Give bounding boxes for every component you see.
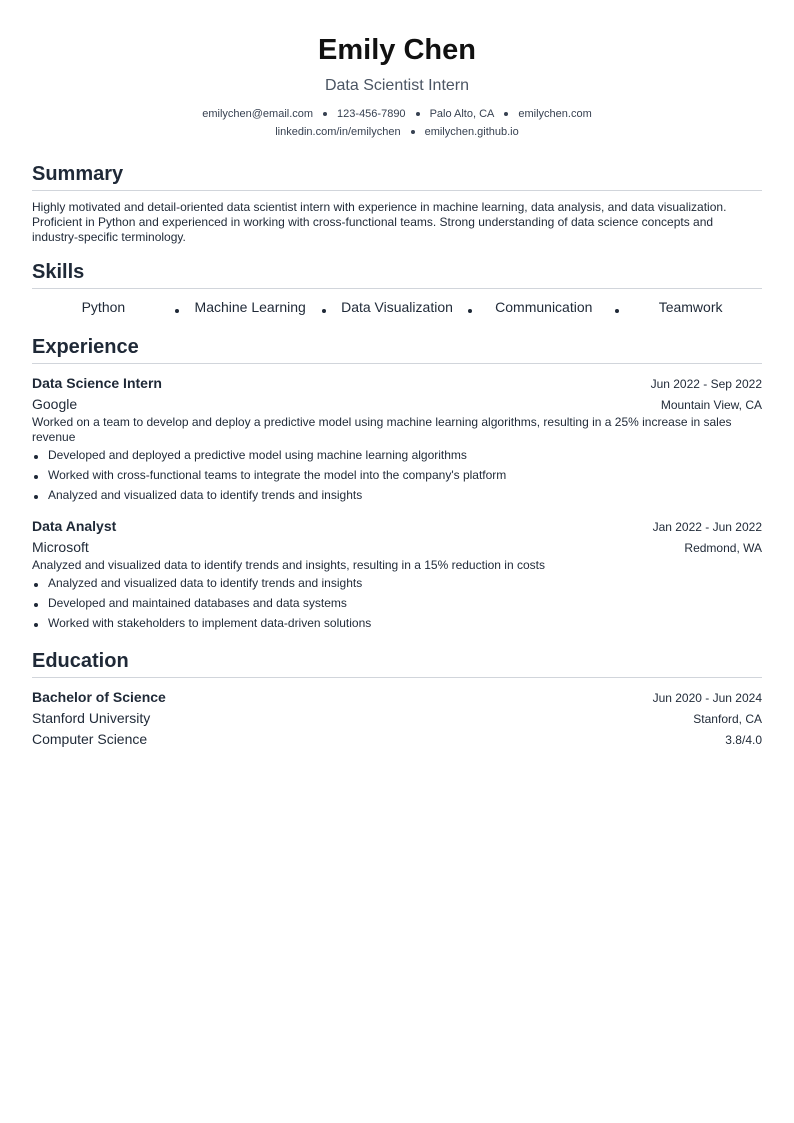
- entry-header-row: [32, 688, 762, 706]
- job-role: Data Analyst: [32, 518, 117, 534]
- contact-row-1: [32, 106, 762, 122]
- bullet-item: [32, 596, 762, 611]
- major: Computer Science: [32, 731, 148, 747]
- experience-section: [32, 335, 762, 631]
- experience-heading: Experience: [32, 335, 762, 364]
- education-entry: [32, 688, 762, 748]
- education-section: [32, 649, 762, 748]
- entry-major-row: [32, 727, 762, 748]
- job-dates: Jan 2022 - Jun 2022: [652, 520, 762, 534]
- candidate-title: Data Scientist Intern: [324, 77, 470, 94]
- bullet-item: [32, 616, 762, 631]
- school-location: Stanford, CA: [693, 712, 762, 726]
- education-dates: Jun 2020 - Jun 2024: [652, 691, 762, 705]
- contact-row-2: [32, 124, 762, 140]
- experience-entry: [32, 517, 762, 631]
- entry-org-row: [32, 535, 762, 556]
- school-name: Stanford University: [32, 710, 151, 726]
- bullet-text: Developed and maintained databases and data systems: [48, 596, 347, 610]
- job-role: Data Science Intern: [32, 375, 162, 391]
- entry-org-row: [32, 706, 762, 727]
- bullet-item: [32, 448, 762, 463]
- job-dates: Jun 2022 - Sep 2022: [650, 377, 762, 391]
- bullet-dot: [34, 495, 38, 499]
- skill-item: Python: [81, 299, 126, 315]
- skill-item: Machine Learning: [194, 299, 306, 315]
- entry-header-row: [32, 374, 762, 392]
- skill-item: Data Visualization: [341, 299, 453, 315]
- summary-heading: Summary: [32, 162, 762, 191]
- job-location: Redmond, WA: [684, 541, 762, 555]
- resume-page: [32, 0, 762, 748]
- contact-phone[interactable]: 123-456-7890: [337, 108, 406, 120]
- experience-entry: [32, 374, 762, 503]
- bullet-dot: [34, 475, 38, 479]
- skills-heading: Skills: [32, 260, 762, 289]
- job-description: Analyzed and visualized data to identify trends and insights, resulting in a 15% reduction in costs: [32, 558, 545, 572]
- bullet-dot: [34, 583, 38, 587]
- gpa: 3.8/4.0: [725, 733, 762, 747]
- contact-website[interactable]: emilychen.com: [518, 108, 592, 120]
- bullet-text: Worked with cross-functional teams to integrate the model into the company's platform: [48, 468, 507, 482]
- entry-header-row: [32, 517, 762, 535]
- bullet-item: [32, 576, 762, 591]
- job-bullets: [32, 448, 762, 503]
- job-description: Worked on a team to develop and deploy a predictive model using machine learning algorithms, resulting in a 25% increase in sales revenue: [32, 415, 732, 444]
- resume-header: [32, 33, 762, 140]
- entry-org-row: [32, 392, 762, 413]
- contact-linkedin[interactable]: linkedin.com/in/emilychen: [275, 126, 401, 138]
- bullet-text: Worked with stakeholders to implement data-driven solutions: [48, 616, 372, 630]
- candidate-name: Emily Chen: [318, 34, 476, 66]
- job-company: Google: [32, 396, 78, 412]
- contact-github[interactable]: emilychen.github.io: [424, 126, 519, 138]
- skills-list: [32, 297, 762, 317]
- skills-section: [32, 260, 762, 317]
- skill-item: Communication: [495, 299, 593, 315]
- separator-dot: [411, 130, 415, 134]
- bullet-text: Analyzed and visualized data to identify trends and insights: [48, 576, 363, 590]
- separator-dot: [416, 112, 420, 116]
- education-heading: Education: [32, 649, 762, 678]
- separator-dot: [323, 112, 327, 116]
- bullet-dot: [34, 603, 38, 607]
- separator-dot: [504, 112, 508, 116]
- contact-location: Palo Alto, CA: [429, 108, 495, 120]
- bullet-text: Analyzed and visualized data to identify trends and insights: [48, 488, 363, 502]
- job-company: Microsoft: [32, 539, 89, 555]
- summary-section: [32, 162, 762, 245]
- contact-email[interactable]: emilychen@email.com: [202, 108, 314, 120]
- skill-item: Teamwork: [658, 299, 723, 315]
- bullet-dot: [34, 455, 38, 459]
- summary-text: Highly motivated and detail-oriented data scientist intern with experience in machine learning, data analysis, and data visualization. Proficient in Python and experienced in working with cross-functional teams. Strong understanding of data science concepts and industry-specific terminology.: [32, 200, 727, 244]
- bullet-dot: [34, 623, 38, 627]
- bullet-text: Developed and deployed a predictive model using machine learning algorithms: [48, 448, 467, 462]
- job-location: Mountain View, CA: [660, 398, 762, 412]
- job-bullets: [32, 576, 762, 631]
- bullet-item: [32, 468, 762, 483]
- degree: Bachelor of Science: [32, 689, 166, 705]
- bullet-item: [32, 488, 762, 503]
